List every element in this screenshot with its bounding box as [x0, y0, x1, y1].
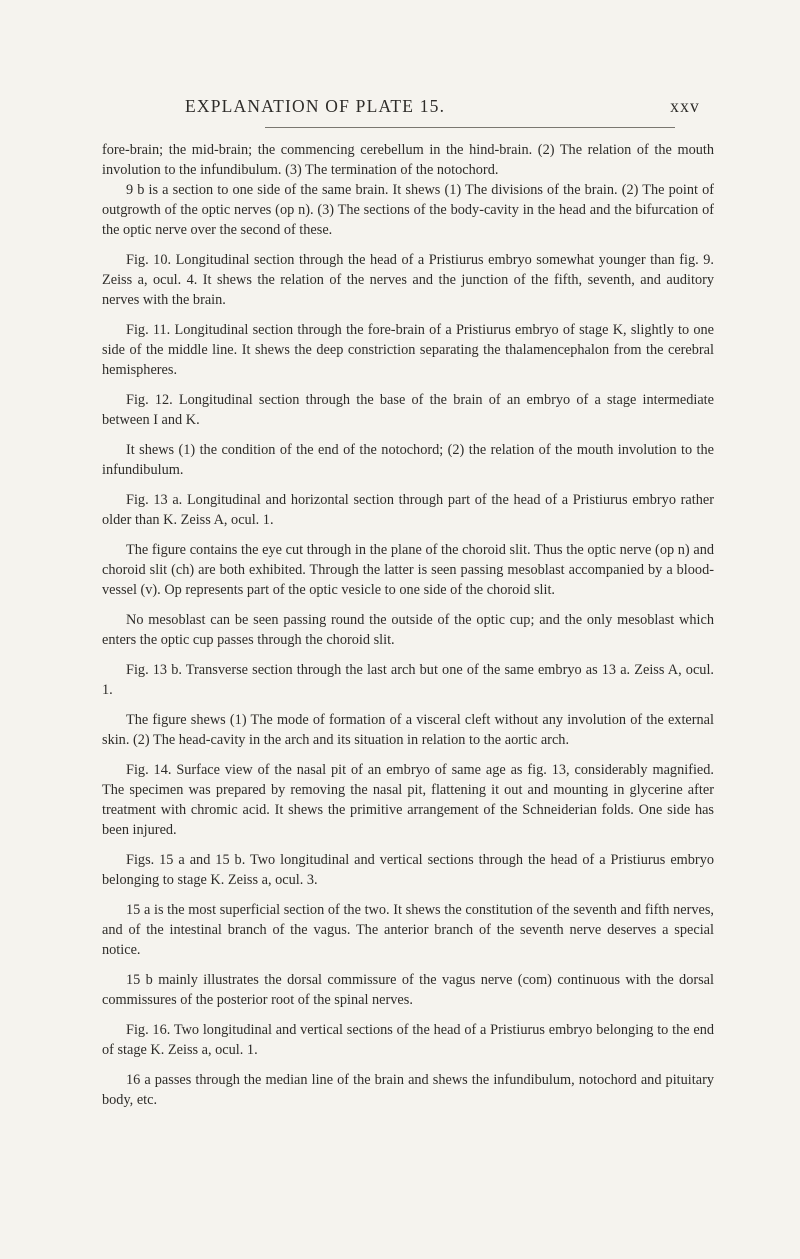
paragraph: Fig. 16. Two longitudinal and vertical sections of the head of a Pristiurus embryo belonging to the end of stage K. Zeiss a, ocul. 1. — [102, 1022, 714, 1058]
fig-label: Fig. 10. — [126, 252, 172, 268]
explanation-text — [102, 140, 714, 1110]
paragraph: The figure contains the eye cut through in the plane of the choroid slit. Thus the optic nerve (op n) and choroid slit (ch) are both exhibited. Through the latter is seen passing mesoblast accompanied by a blood-vessel (v). Op represents part of the optic vesicle to one side of the choroid slit. — [102, 542, 714, 598]
fig-label: Fig. 16. — [126, 1022, 171, 1038]
page-header — [185, 96, 700, 117]
paragraph: fore-brain; the mid-brain; the commencing cerebellum in the hind-brain. (2) The relation of the mouth involution to the infundibulum. (3) The termination of the notochord. — [102, 142, 714, 178]
fig-label: Fig. 12. — [126, 392, 173, 408]
fig-label: Fig. 13 a. — [126, 492, 183, 508]
paragraph: Fig. 14. Surface view of the nasal pit of an embryo of same age as fig. 13, considerably magnified. The specimen was prepared by removing the nasal pit, flattening it out and mounting in glycerine after treatment with chromic acid. It shews the primitive arrangement of the Schneiderian folds. One side has been injured. — [102, 762, 715, 838]
fig-label: 15 b — [126, 972, 153, 988]
paragraph: The figure shews (1) The mode of formation of a visceral cleft without any involution of the external skin. (2) The head-cavity in the arch and its situation in relation to the aortic arch. — [102, 712, 714, 748]
fig-label: Figs. 15 a and 15 b. — [126, 852, 246, 868]
paragraph: Fig. 13 a. Longitudinal and horizontal section through part of the head of a Pristiurus embryo rather older than K. Zeiss A, ocul. 1. — [102, 492, 715, 528]
header-rule — [265, 127, 675, 128]
paragraph: Fig. 10. Longitudinal section through the head of a Pristiurus embryo somewhat younger than fig. 9. Zeiss a, ocul. 4. It shews the relation of the nerves and the junction of the fifth, seventh, and auditory nerves with the brain. — [102, 252, 714, 308]
fig-label: Fig. 13 b. — [126, 662, 182, 678]
paragraph: Fig. 13 b. Transverse section through the last arch but one of the same embryo as 13 a. Zeiss A, ocul. 1. — [102, 662, 714, 698]
paragraph: 15 b mainly illustrates the dorsal commissure of the vagus nerve (com) continuous with the dorsal commissures of the posterior root of the spinal nerves. — [102, 972, 714, 1008]
paragraph: No mesoblast can be seen passing round the outside of the optic cup; and the only mesoblast which enters the optic cup passes through the choroid slit. — [102, 612, 714, 648]
fig-label: Fig. 14. — [126, 762, 172, 778]
fig-label: 9 b — [126, 182, 145, 198]
page-number: xxv — [670, 96, 700, 116]
paragraph: Fig. 12. Longitudinal section through the base of the brain of an embryo of a stage intermediate between I and K. — [102, 392, 714, 428]
fig-label: 15 a — [126, 902, 151, 918]
paragraph: It shews (1) the condition of the end of the notochord; (2) the relation of the mouth involution to the infundibulum. — [102, 442, 714, 478]
paragraph: 15 a is the most superficial section of the two. It shews the constitution of the seventh and fifth nerves, and of the intestinal branch of the vagus. The anterior branch of the seventh nerve deserves a special notice. — [102, 902, 714, 958]
fig-label: Fig. 11. — [126, 322, 171, 338]
paragraph: 16 a passes through the median line of the brain and shews the infundibulum, notochord and pituitary body, etc. — [102, 1072, 714, 1108]
fig-label: 16 a — [126, 1072, 151, 1088]
paragraph: Figs. 15 a and 15 b. Two longitudinal and vertical sections through the head of a Pristiurus embryo belonging to stage K. Zeiss a, ocul. 3. — [102, 852, 714, 888]
paragraph: Fig. 11. Longitudinal section through the fore-brain of a Pristiurus embryo of stage K, slightly to one side of the middle line. It shews the deep constriction separating the thalamencephalon from the cerebral hemispheres. — [102, 322, 715, 378]
paragraph: 9 b is a section to one side of the same brain. It shews (1) The divisions of the brain. (2) The point of outgrowth of the optic nerves (op n). (3) The sections of the body-cavity in the head and the bifurcation of the optic nerve over the second of these. — [102, 182, 714, 238]
plate-title: EXPLANATION OF PLATE 15. — [185, 96, 446, 116]
